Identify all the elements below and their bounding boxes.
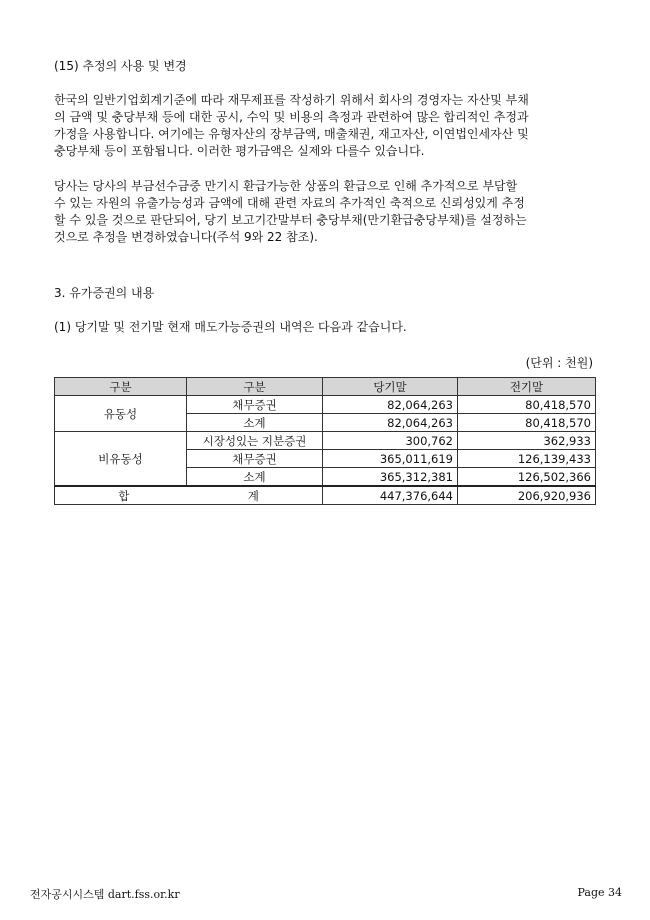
table-header-row [55,378,596,396]
section-3-heading: 3. 유가증권의 내용 [54,286,155,300]
paragraph-1-line-2: 의 금액 및 충당부채 등에 대한 공시, 수익 및 비용의 측정과 관련하여 많은 합리적인 추정과 [54,110,529,124]
current-value: 82,064,263 [323,396,458,414]
current-value: 82,064,263 [323,414,458,432]
securities-table [54,377,596,505]
section-15-heading: (15) 추정의 사용 및 변경 [54,59,187,73]
row-label: 소계 [187,468,323,487]
row-label: 채무증권 [187,450,323,468]
paragraph-2-line-2: 수 있는 자원의 유출가능성과 금액에 대해 관련 자료의 추가적인 축적으로 신뢰성있게 추정 [54,196,525,210]
total-label [55,486,323,505]
paragraph-1-line-1: 한국의 일반기업회계기준에 따라 재무제표를 작성하기 위해서 회사의 경영자는 자산및 부채 [54,93,529,107]
paragraph-1-line-3: 가정을 사용합니다. 여기에는 유형자산의 장부금액, 매출채권, 재고자산, 이연법인세자산 및 [54,127,529,141]
row-label: 채무증권 [187,396,323,414]
table-row [55,432,596,450]
footer-source: 전자공시시스템 dart.fss.or.kr [30,888,180,901]
paragraph-2-line-3: 할 수 있을 것으로 판단되어, 당기 보고기간말부터 충당부채(만기환급충당부채)를 설정하는 [54,213,527,227]
prior-value: 126,139,433 [458,450,596,468]
current-value: 365,011,619 [323,450,458,468]
total-label-part-a: 합 [118,488,130,503]
header-prior-period: 전기말 [458,378,596,396]
table-total-row [55,486,596,505]
prior-value: 362,933 [458,432,596,450]
current-value: 365,312,381 [323,468,458,487]
total-prior-value: 206,920,936 [458,486,596,505]
subsection-1-heading: (1) 당기말 및 전기말 현재 매도가능증권의 내역은 다음과 같습니다. [54,320,407,334]
prior-value: 126,502,366 [458,468,596,487]
group-current: 유동성 [55,396,187,432]
row-label: 시장성있는 지분증권 [187,432,323,450]
group-noncurrent: 비유동성 [55,432,187,487]
row-label: 소계 [187,414,323,432]
paragraph-1-line-4: 충당부채 등이 포함됩니다. 이러한 평가금액은 실제와 다를수 있습니다. [54,144,425,158]
table-row [55,396,596,414]
total-label-part-b: 계 [247,488,259,503]
paragraph-2-line-1: 당사는 당사의 부금선수금중 만기시 환급가능한 상품의 환급으로 인해 추가적으로 부담할 [54,179,518,193]
current-value: 300,762 [323,432,458,450]
paragraph-2-line-4: 것으로 추정을 변경하였습니다(주석 9와 22 참조). [54,230,318,244]
total-current-value: 447,376,644 [323,486,458,505]
header-current-period: 당기말 [323,378,458,396]
unit-label: (단위 : 천원) [525,356,593,370]
prior-value: 80,418,570 [458,414,596,432]
page-number: Page 34 [577,886,622,899]
header-subcategory: 구분 [187,378,323,396]
prior-value: 80,418,570 [458,396,596,414]
header-category: 구분 [55,378,187,396]
